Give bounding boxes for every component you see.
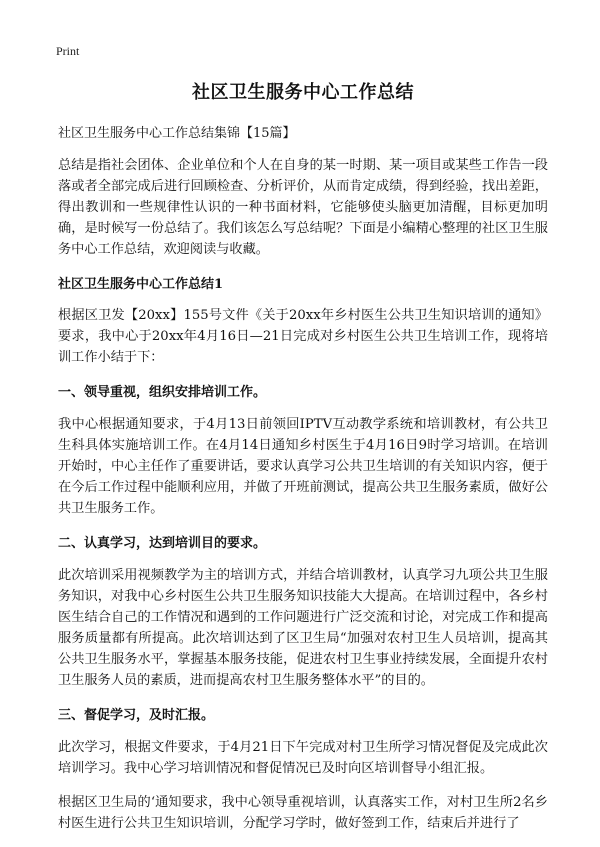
paragraph-leadership: 我中心根据通知要求，于4月13日前领回IPTV互动教学系统和培训教材，有公共卫生科具体实施培训工作。在4月14日通知乡村医生于4月16日9时学习培训。在培训开始时，中心主任作了重要讲话，要求认真学习公共卫生培训的有关知识内容，便于在今后工作过程中能顺利应用，并做了开班前测试，提高公共卫生服务素质，做好公共卫生服务工作。 (58, 417, 548, 516)
document-title: 社区卫生服务中心工作总结 (192, 82, 414, 103)
document-subtitle: 社区卫生服务中心工作总结集锦【15篇】 (58, 126, 296, 141)
document-body (58, 78, 548, 847)
paragraph-supervise: 此次学习，根据文件要求，于4月21日下午完成对村卫生所学习情况督促及完成此次培训学习。我中心学习培训情况和督促情况已及时向区培训督导小组汇报。 (58, 740, 548, 776)
section-intro-paragraph: 根据区卫发【20xx】155号文件《关于20xx年乡村医生公共卫生知识培训的通知》要求，我中心于20xx年4月16日—21日完成对乡村医生公共卫生培训工作，现将培训工作小结于下： (58, 308, 548, 365)
section-title: 社区卫生服务中心工作总结1 (58, 277, 224, 292)
paragraph-study: 此次培训采用视频教学为主的培训方式，并结合培训教材，认真学习九项公共卫生服务知识，对我中心乡村医生公共卫生服务知识技能大大提高。在培训过程中，各乡村医生结合自己的工作情况和遇到的工作问题进行广泛交流和讨论，对完成工作和提高服务质量都有所提高。此次培训达到了区卫生局“加强对农村卫生人员培训，提高其公共卫生服务水平，掌握基本服务技能，促进农村卫生事业持续发展，全面提升农村卫生服务人员的素质，进而提高农村卫生服务整体水平”的目的。 (58, 568, 548, 688)
paragraph-summary: 根据区卫生局的‘通知要求，我中心领导重视培训，认真落实工作，对村卫生所2名乡村医生进行公共卫生知识培训，分配学习学时，做好签到工作，结束后并进行了 (58, 795, 548, 831)
heading-supervise: 三、督促学习，及时汇报。 (58, 708, 215, 723)
heading-study: 二、认真学习，达到培训目的要求。 (58, 536, 267, 551)
print-label: Print (56, 44, 80, 58)
heading-leadership: 一、领导重视，组织安排培训工作。 (58, 385, 267, 400)
intro-paragraph: 总结是指社会团体、企业单位和个人在自身的某一时期、某一项目或某些工作告一段落或者全部完成后进行回顾检查、分析评价，从而肯定成绩，得到经验，找出差距，得出教训和一些规律性认识的一种书面材料，它能够使头脑更加清醒，目标更加明确，是时候写一份总结了。我们该怎么写总结呢？下面是小编精心整理的社区卫生服务中心工作总结，欢迎阅读与收藏。 (58, 158, 548, 257)
